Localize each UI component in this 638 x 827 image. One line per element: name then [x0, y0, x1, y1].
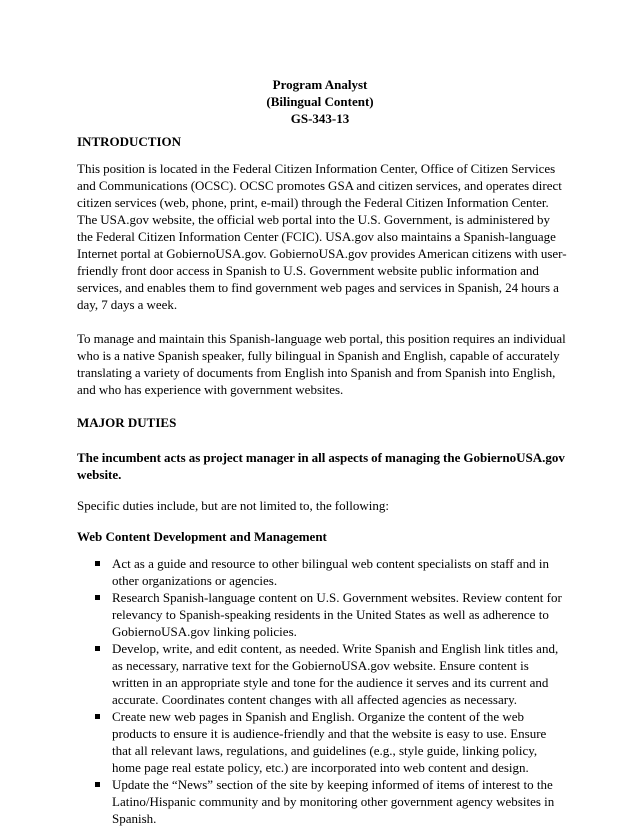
document-body — [77, 133, 567, 827]
square-bullet-icon — [95, 782, 100, 787]
square-bullet-icon — [95, 714, 100, 719]
major-duties-heading: MAJOR DUTIES — [77, 415, 177, 430]
duties-list — [77, 555, 567, 827]
job-title: Program Analyst — [272, 77, 368, 92]
list-item — [77, 589, 567, 640]
introduction-paragraph-2: To manage and maintain this Spanish-language web portal, this position requires an individual who is a native Spanish speaker, fully bilingual in Spanish and English, capable of accurately translating a variety of documents from English into Spanish and from Spanish into English, and who has experience with government websites. — [77, 331, 566, 397]
duty-text: Create new web pages in Spanish and English. Organize the content of the web products to ensure it is audience-friendly and that the website is easy to use. Ensure that all relevant laws, regulations, and guidelines (e.g., style guide, linking policy, home page real estate policy, etc.) are incorporated into web content and design. — [112, 709, 547, 775]
duty-text: Act as a guide and resource to other bilingual web content specialists on staff and in other organizations or agencies. — [112, 556, 549, 588]
square-bullet-icon — [95, 646, 100, 651]
list-item — [77, 776, 567, 827]
grade-code: GS-343-13 — [290, 111, 350, 126]
specific-duties-intro: Specific duties include, but are not limited to, the following: — [77, 498, 389, 513]
introduction-paragraph-1: This position is located in the Federal Citizen Information Center, Office of Citizen Services and Communications (OCSC). OCSC promotes GSA and citizen services, and operates direct citizen services (web, phone, print, e-mail) through the Federal Citizen Information Center. The USA.gov website, the official web portal into the U.S. Government, is administered by the Federal Citizen Information Center (FCIC). USA.gov also maintains a Spanish-language Internet portal at GobiernoUSA.gov. GobiernoUSA.gov provides American citizens with user-friendly front door access in Spanish to U.S. Government website public information and services, and enables them to find government web pages and services in Spanish, 24 hours a day, 7 days a week. — [77, 161, 567, 312]
list-item — [77, 640, 567, 708]
document-title — [0, 76, 638, 127]
job-subtitle: (Bilingual Content) — [266, 94, 374, 109]
list-item — [77, 555, 567, 589]
list-item — [77, 708, 567, 776]
introduction-heading: INTRODUCTION — [77, 134, 182, 149]
duty-text: Develop, write, and edit content, as needed. Write Spanish and English link titles and, as necessary, narrative text for the GobiernoUSA.gov website. Ensure content is written in an appropriate style and tone for the audience it serves and its current and accurate. Coordinates content changes with all affected agencies as necessary. — [112, 641, 559, 707]
duty-text: Research Spanish-language content on U.S. Government websites. Review content for relevancy to Spanish-speaking residents in the United States as well as adherence to GobiernoUSA.gov linking policies. — [112, 590, 562, 639]
square-bullet-icon — [95, 561, 100, 566]
web-content-subheading: Web Content Development and Management — [77, 529, 327, 544]
duty-text: Update the “News” section of the site by keeping informed of items of interest to the Latino/Hispanic community and by monitoring other government agency websites in Spanish. — [112, 777, 555, 826]
square-bullet-icon — [95, 595, 100, 600]
project-manager-statement: The incumbent acts as project manager in all aspects of managing the GobiernoUSA.gov website. — [77, 450, 565, 482]
